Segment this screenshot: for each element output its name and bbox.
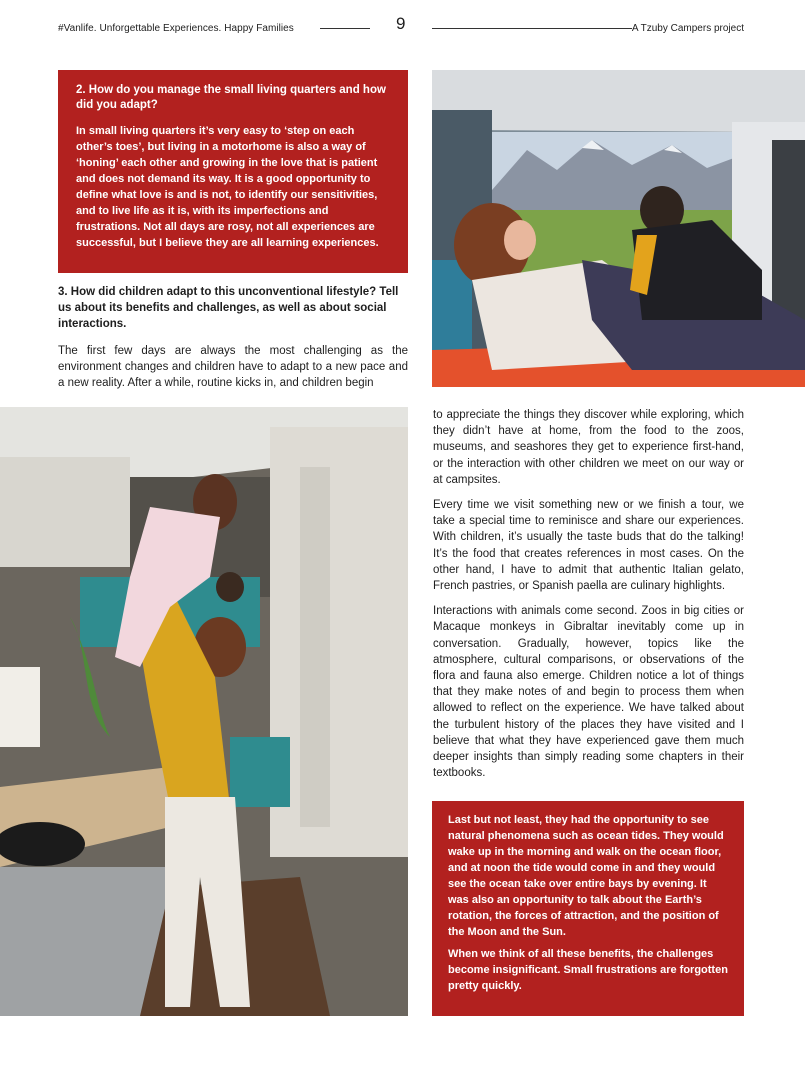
header-tagline: #Vanlife. Unforgettable Experiences. Happy Families [58, 23, 294, 34]
body-paragraph: Interactions with animals come second. Zoos in big cities or Macaque monkeys in Gibraltar inevitably come up in conversation. Gradually, however, topics like the atmosphere, cultural comparisons, or observations of the flora and fauna also emerge. Children notice a lot of things that they make notes of and begin to process them when allowed to reflect on the experience. We have talked about the turbulent history of the places they have visited and I believe that what they have experienced gave them much deeper insights than simply reading some chapters in their textbooks. [433, 605, 744, 780]
body-paragraph: to appreciate the things they discover while exploring, which they didn’t have at home, from the food to the zoos, museums, and seashores they get to experience first-hand, or the interaction with other children we meet on our way or at campsites. [433, 409, 744, 486]
header-divider-left [320, 28, 370, 29]
tides-callout-box [432, 801, 744, 1016]
header-divider-right [432, 28, 632, 29]
page-header [58, 14, 744, 44]
page-number: 9 [396, 14, 406, 33]
right-column-text [433, 407, 744, 790]
body-paragraph: Every time we visit something new or we finish a tour, we take a special time to reminisce and share our experiences. With children, it’s usually the taste buds that do the talking! It’s the food that creates references in most cases. On the other hand, I have to admit that authentic Italian gelato, French pastries, or Spanish paella are culinary highlights. [433, 499, 744, 593]
van-interior-photo [0, 407, 408, 1016]
question-3-heading: 3. How did children adapt to this unconventional lifestyle? Tell us about its benefits and challenges, as well as about social interactions. [58, 286, 399, 330]
header-project-name: A Tzuby Campers project [631, 23, 744, 34]
question-2-heading: 2. How do you manage the small living quarters and how did you adapt? [76, 84, 386, 111]
question-2-answer: In small living quarters it’s very easy to ‘step on each other’s toes’, but living in a motorhome is also a way of ‘honing’ each other and growing in the love that is patient and does not demand its way. It is a good opportunity to define what love is and is not, to identify our sensitivities, and to live life as it is, with its imperfections and frustrations. Not all days are rosy, not all experiences are successful, but I believe they are all learning experiences. [76, 125, 379, 249]
callout-paragraph: When we think of all these benefits, the challenges become insignificant. Small frustrations are forgotten pretty quickly. [448, 948, 728, 992]
callout-paragraph: Last but not least, they had the opportunity to see natural phenomena such as ocean tides. They would wake up in the morning and walk on the ocean floor, and at noon the tide would come in and they would see the ocean take over entire bays by evening. It was also an opportunity to talk about the Earth’s rotation, the forces of attraction, and the position of the Moon and the Sun. [448, 814, 724, 938]
question-3-intro-paragraph: The first few days are always the most challenging as the environment changes and children have to adapt to a new pace and a new reality. After a while, routine kicks in, and children begin [58, 345, 408, 390]
van-mountain-photo [432, 70, 805, 387]
question-2-box [58, 70, 408, 273]
